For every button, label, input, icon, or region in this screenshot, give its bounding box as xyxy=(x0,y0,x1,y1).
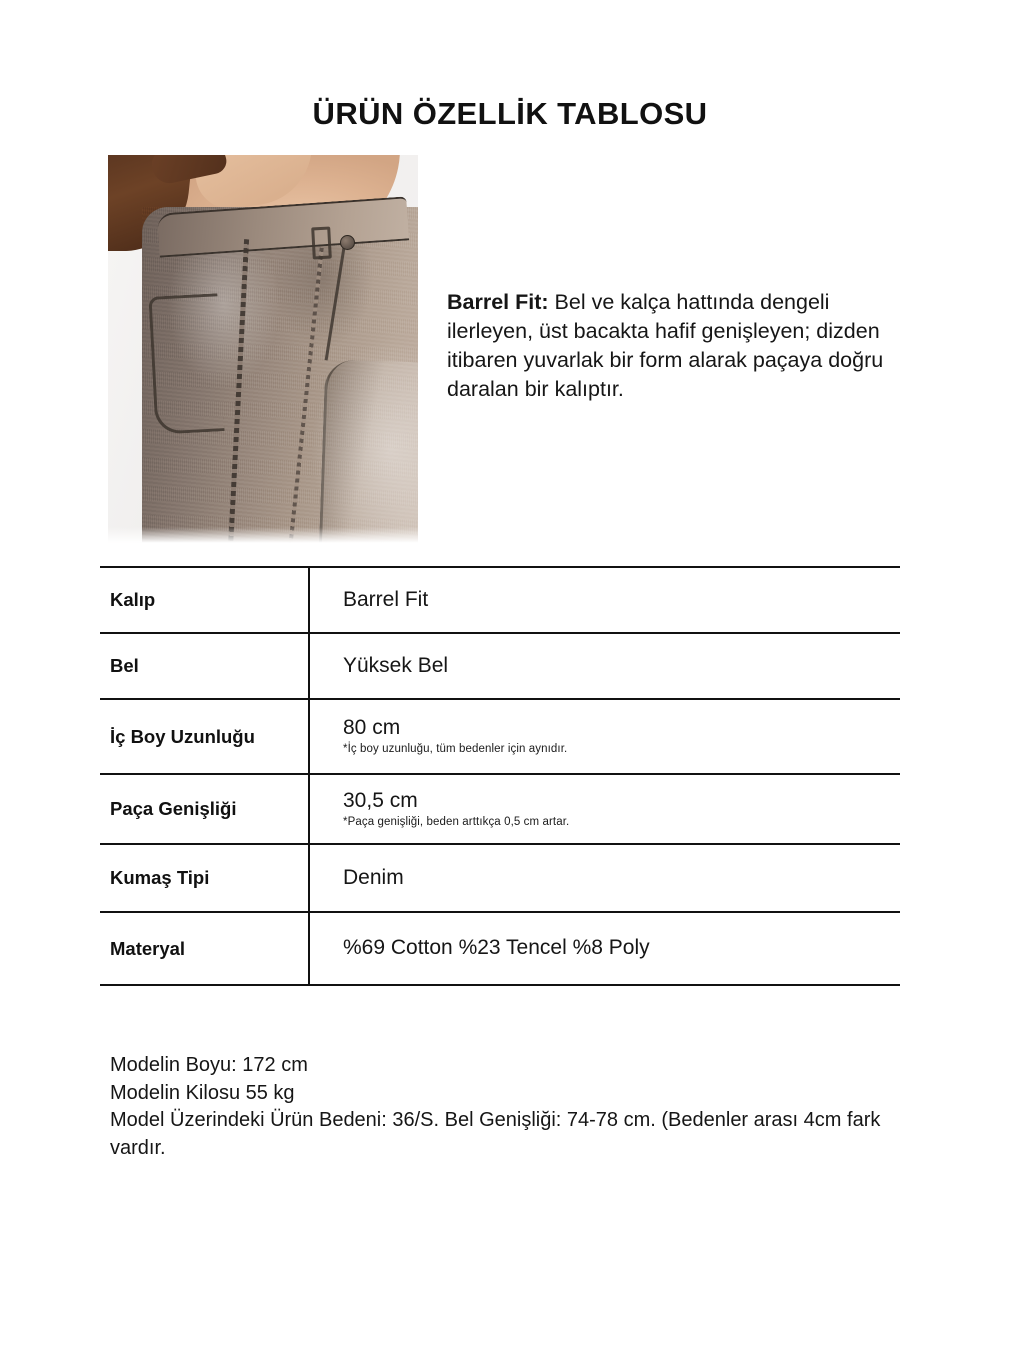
spec-value xyxy=(308,588,428,612)
denim-pocket xyxy=(148,293,224,434)
table-row xyxy=(100,911,900,986)
spec-value-text: Denim xyxy=(343,865,404,889)
column-divider xyxy=(308,843,310,913)
column-divider xyxy=(308,698,310,775)
spec-label: İç Boy Uzunluğu xyxy=(110,725,255,747)
spec-value-text: %69 Cotton %23 Tencel %8 Poly xyxy=(343,936,650,960)
spec-value xyxy=(308,654,448,678)
fit-description xyxy=(447,288,921,404)
column-divider xyxy=(308,773,310,845)
spec-footnote: *İç boy uzunluğu, tüm bedenler için aynıdır. xyxy=(343,743,568,756)
spec-label: Kumaş Tipi xyxy=(110,867,210,888)
model-info xyxy=(110,1052,900,1162)
table-row xyxy=(100,632,900,698)
table-row xyxy=(100,843,900,911)
spec-label: Bel xyxy=(110,655,139,676)
product-photo xyxy=(108,155,418,545)
spec-footnote: *Paça genişliği, beden arttıkça 0,5 cm artar. xyxy=(343,815,570,828)
page-title: ÜRÜN ÖZELLİK TABLOSU xyxy=(312,96,708,131)
spec-label: Paça Genişliği xyxy=(110,798,237,819)
column-divider xyxy=(308,911,310,986)
column-divider xyxy=(308,566,310,634)
spec-label: Materyal xyxy=(110,937,186,959)
denim-leg-split xyxy=(319,359,418,545)
model-height: Modelin Boyu: 172 cm xyxy=(110,1054,308,1076)
fit-description-lead: Barrel Fit: xyxy=(447,290,549,314)
model-size: Model Üzerindeki Ürün Bedeni: 36/S. Bel Genişliği: 74-78 cm. (Bedenler arası 4cm fark vardır. xyxy=(110,1109,881,1159)
column-divider xyxy=(308,632,310,700)
table-row xyxy=(100,773,900,843)
spec-value-text: 80 cm xyxy=(343,716,401,740)
spec-value-text: 30,5 cm xyxy=(343,788,418,812)
product-photo-illustration xyxy=(108,155,418,545)
spec-value xyxy=(308,716,567,756)
spec-table xyxy=(100,566,900,986)
spec-value xyxy=(308,789,569,829)
spec-value xyxy=(308,936,650,960)
spec-value-text: Barrel Fit xyxy=(343,587,429,611)
table-row xyxy=(100,698,900,773)
spec-label: Kalıp xyxy=(110,589,156,610)
table-row xyxy=(100,566,900,632)
photo-bottom-fade xyxy=(108,527,418,545)
model-weight: Modelin Kilosu 55 kg xyxy=(110,1081,295,1104)
fit-description-text: Bel ve kalça hattında dengeli ilerleyen, üst bacakta hafif genişleyen; dizden itibaren yuvarlak bir form alarak paçaya doğru daralan bir kalıptır. xyxy=(447,290,884,401)
spec-value xyxy=(308,866,404,890)
denim-button xyxy=(340,235,355,250)
spec-value-text: Yüksek Bel xyxy=(343,653,449,677)
denim-belt-loop xyxy=(311,227,332,260)
